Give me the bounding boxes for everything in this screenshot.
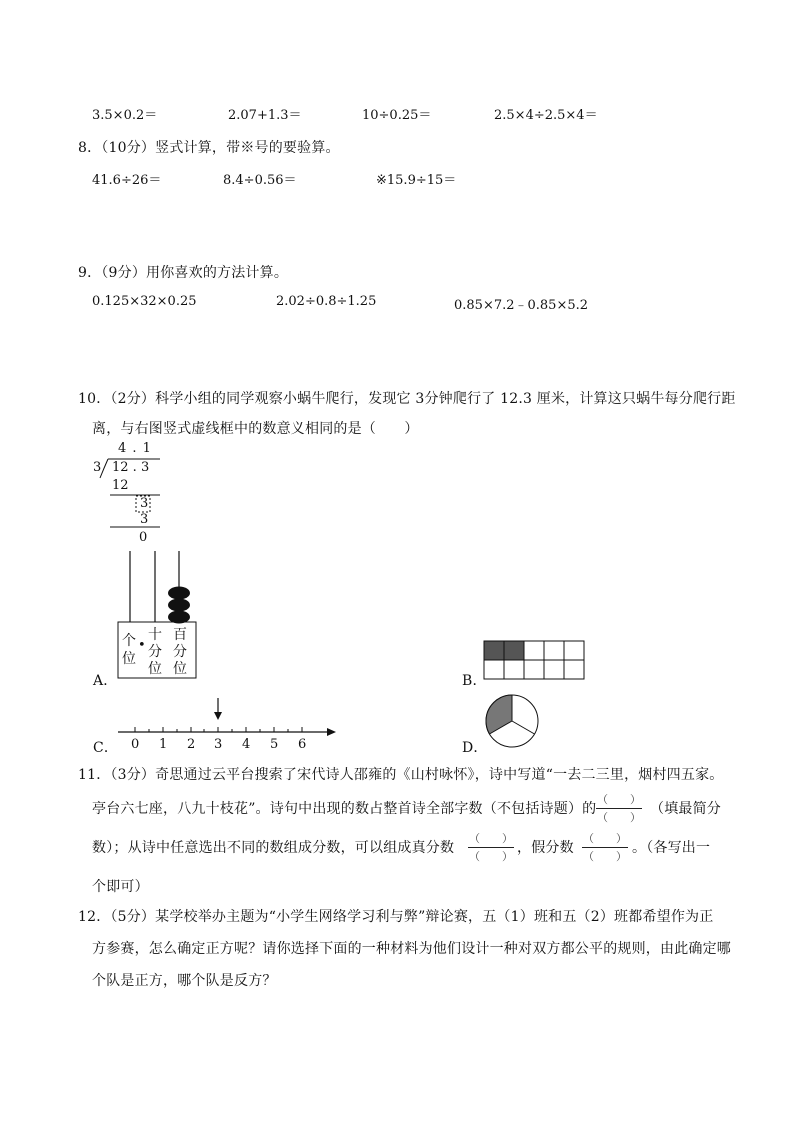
division-step2: 3 xyxy=(140,512,149,527)
q7-item-3: 10÷0.25＝ xyxy=(362,108,432,123)
q8-item-2: 8.4÷0.56＝ xyxy=(223,173,297,188)
number-line-tick-6: 6 xyxy=(298,737,307,752)
q9-title: 9．（9分）用你喜欢的方法计算。 xyxy=(78,265,289,281)
fraction-blank-3[interactable]: （ ） （ ） xyxy=(583,832,627,863)
q12-text-line3: 个队是正方，哪个队是反方？ xyxy=(92,973,277,989)
option-b-label: B． xyxy=(462,673,487,689)
number-line-tick-5: 5 xyxy=(270,737,279,752)
number-line-tick-2: 2 xyxy=(187,737,196,752)
q9-item-1: 0.125×32×0.25 xyxy=(92,294,197,309)
q8-item-3: ※15.9÷15＝ xyxy=(376,173,457,188)
division-dividend: 12 . 3 xyxy=(112,460,150,475)
division-remainder: 0 xyxy=(139,530,148,545)
fraction-blank-1[interactable]: （ ） （ ） xyxy=(597,793,641,824)
number-line-tick-3: 3 xyxy=(214,737,223,752)
abacus-decimal-dot: • xyxy=(138,638,146,653)
abacus-label-hundredths-3: 位 xyxy=(173,661,188,677)
q11-text-line2a: 亭台六七座，八九十枝花”。诗句中出现的数占整首诗全部字数（不包括诗题）的 xyxy=(92,801,597,817)
option-d-label: D． xyxy=(462,740,488,756)
abacus-label-hundredths-2: 分 xyxy=(173,644,188,660)
number-line-tick-0: 0 xyxy=(131,737,140,752)
q11-text-line1: 11．（3分）奇思通过云平台搜索了宋代诗人邵雍的《山村咏怀》，诗中写道“一去二三里，烟村四五家。 xyxy=(78,767,724,783)
abacus-label-tenths-1: 十 xyxy=(148,627,163,643)
q7-item-4: 2.5×4÷2.5×4＝ xyxy=(494,108,598,123)
abacus-label-ones-2: 位 xyxy=(122,651,137,667)
q9-item-3: 0.85×7.2﹣0.85×5.2 xyxy=(454,298,589,313)
option-c-label: C． xyxy=(93,740,119,756)
abacus-label-tenths-2: 分 xyxy=(148,644,163,660)
division-divisor: 3 xyxy=(93,460,102,475)
q8-title: 8．（10分）竖式计算，带※号的要验算。 xyxy=(78,140,340,156)
q9-item-2: 2.02÷0.8÷1.25 xyxy=(276,294,377,309)
q11-text-line3a: 数）；从诗中任意选出不同的数组成分数，可以组成真分数 xyxy=(92,840,455,856)
q12-text-line1: 12．（5分）某学校举办主题为“小学生网络学习利与弊”辩论赛，五（1）班和五（2）班都希望作为正 xyxy=(78,909,714,925)
q11-text-line2b: （填最简分 xyxy=(650,801,721,817)
q11-text-line3b: ，假分数 xyxy=(517,840,574,856)
q12-text-line2: 方参赛，怎么确定正方呢？请你选择下面的一种材料为他们设计一种对双方都公平的规则，由此确定哪 xyxy=(92,941,731,957)
abacus-label-hundredths-1: 百 xyxy=(173,627,188,643)
fraction-blank-2[interactable]: （ ） （ ） xyxy=(469,832,513,863)
abacus-label-ones-1: 个 xyxy=(122,633,137,649)
abacus-label-tenths-3: 位 xyxy=(148,661,163,677)
q10-text-line1: 10．（2分）科学小组的同学观察小蜗牛爬行，发现它 3分钟爬行了 12.3 厘米，计算这只蜗牛每分爬行距 xyxy=(78,391,736,407)
q7-item-2: 2.07+1.3＝ xyxy=(228,108,302,123)
q11-text-line4: 个即可） xyxy=(92,879,149,895)
q7-item-1: 3.5×0.2＝ xyxy=(92,108,158,123)
division-boxed-digit: 3 xyxy=(140,496,149,511)
division-quotient: 4 . 1 xyxy=(118,441,152,456)
number-line-tick-4: 4 xyxy=(242,737,251,752)
q10-text-line2: 离，与右图竖式虚线框中的数意义相同的是（ ） xyxy=(92,421,419,437)
option-a-label: A． xyxy=(93,673,118,689)
q11-text-line3c: 。（各写出一 xyxy=(632,840,711,856)
number-line-tick-1: 1 xyxy=(159,737,168,752)
q8-item-1: 41.6÷26＝ xyxy=(92,173,162,188)
division-step1: 12 xyxy=(112,478,129,493)
